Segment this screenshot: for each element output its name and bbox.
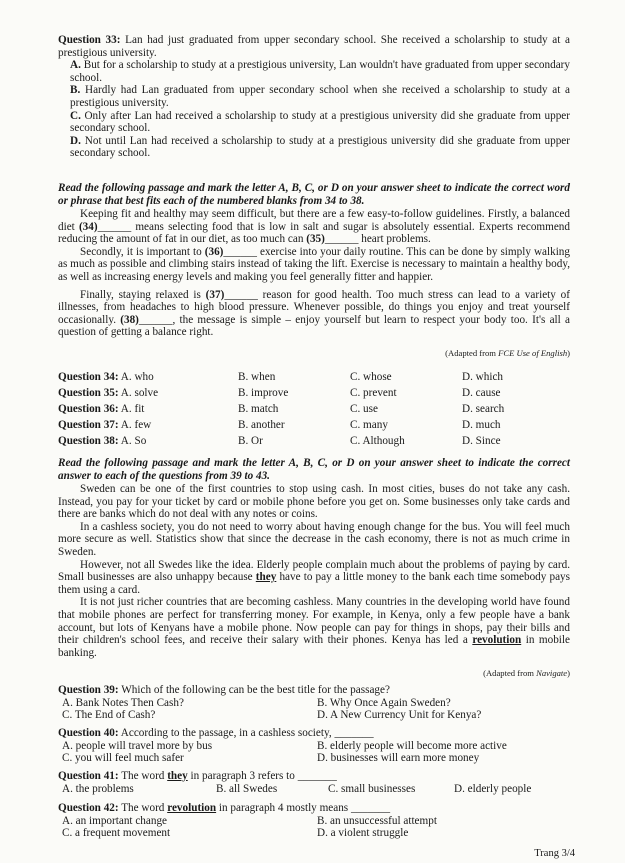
answer-row: Question 34: A. who B. when C. whose D. which [58,371,504,383]
passage-1-paragraph-1: Keeping fit and healthy may seem difficult, but there are a few easy-to-follow guidelines. Firstly, a balanced diet (34)______ means selecting food that is low in salt and sugar is absolutely essential. Experts recommend reducing the amount of fat in our diet, as too much can (35)______ heart problems. [58,208,570,246]
option-c: C. Only after Lan had received a scholarship to study at a prestigious university did she graduate from upper secondary school. [70,109,570,135]
option-a: A. But for a scholarship to study at a prestigious university, Lan wouldn't have graduated from upper secondary school. [70,59,571,84]
passage-2 [58,483,570,680]
option-c: C. The End of Cash? [62,709,156,722]
answer-row: Question 38: A. So B. Or C. Although D. Since [58,435,501,447]
option-b: B. all Swedes [216,782,278,795]
passage-1 [58,208,570,360]
option-c: C. a frequent movement [62,827,171,840]
option-d: D. Not until Lan had received a scholarship to study at a prestigious university did she graduate from upper secondary school. [70,134,570,160]
option-a: A. Bank Notes Then Cash? [62,696,184,709]
question-41: Question 41: The word they in paragraph 3 refers to _______ A. the problems B. all Swedes C. small businesses D. elderly people [58,770,532,795]
question-42: Question 42: The word revolution in paragraph 4 mostly means _______ A. an important change B. an unsuccessful attempt C. a frequent movement D. a violent struggle [58,802,437,840]
option-a: A. the problems [62,782,134,795]
passage-1-paragraph-2: Secondly, it is important to (36)______ exercise into your daily routine. This can be done by simply walking as much as possible and climbing stairs instead of taking the lift. Exercise is necessary to maintain a healthy body, as well as increasing energy levels and making you feel generally fitter and happier. [58,245,570,283]
passage-1-source: (Adapted from FCE Use of English) [445,347,570,358]
passage-2-paragraph-2: In a cashless society, you do not need to worry about having enough change for the bus. You will feel much more secure as well. Statistics show that since the decrease in the cash economy, there is not as much crime in Sweden. [58,520,570,558]
answer-row: Question 35: A. solve B. improve C. prevent D. cause [58,387,501,399]
option-b: B. Hardly had Lan graduated from upper secondary school when she received a scholarship to study at a prestigious university. [70,84,571,109]
question-label: Question 33: [58,34,121,46]
instruction-39-43: Read the following passage and mark the letter A, B, C, or D on your answer sheet to indicate the correct answer to each of the questions from 39 to 43. [58,457,570,482]
answer-row: Question 37: A. few B. another C. many D. much [58,419,501,431]
option-b: B. an unsuccessful attempt [317,814,437,827]
passage-2-paragraph-1: Sweden can be one of the first countries to stop using cash. In most cities, buses do not take any cash. Instead, you pay for your ticket by card or mobile phone before you get on. Some businesses only take cards and there are banks which do not deal with any notes or coins. [58,483,570,521]
option-d: D. elderly people [454,782,532,795]
question-33 [58,34,570,160]
question-39: Question 39: Which of the following can be the best title for the passage? A. Bank Notes Then Cash? B. Why Once Again Sweden? C. The End of Cash? D. A New Currency Unit for Kenya? [58,684,482,722]
option-b: B. elderly people will become more active [317,739,507,752]
option-a: A. an important change [62,814,168,827]
answers-34-38 [58,369,570,449]
question-stem: Lan had just graduated from upper secondary school. She received a scholarship to study at a prestigious university. [58,34,571,59]
option-c: C. you will feel much safer [62,752,184,765]
page-number: Trang 3/4 [534,848,575,860]
option-c: C. small businesses [328,782,416,795]
passage-2-source: (Adapted from Navigate) [483,668,570,679]
option-d: D. A New Currency Unit for Kenya? [317,709,482,722]
answer-row: Question 36: A. fit B. match C. use D. search [58,403,505,415]
option-b: B. Why Once Again Sweden? [317,696,451,709]
question-40: Question 40: According to the passage, in a cashless society, _______ A. people will travel more by bus B. elderly people will become more active C. you will feel much safer D. businesses will earn more money [58,727,507,765]
option-d: D. businesses will earn more money [317,752,480,765]
option-a: A. people will travel more by bus [62,739,213,752]
option-d: D. a violent struggle [317,827,409,840]
instruction-34-38: Read the following passage and mark the letter A, B, C, or D on your answer sheet to indicate the correct word or phrase that best fits each of the numbered blanks from 34 to 38. [58,182,570,207]
passage-2-paragraph-4: It is not just richer countries that are becoming cashless. Many countries in the developing world have found that mobile phones are perfect for transferring money. For example, in Kenya, only a few people have a bank account, but lots of Kenyans have a mobile phone. Now people can pay for things in shops, pay their bills and their children's school fees, and receive their salary with their phones. Kenya has led a revolution in mobile banking. [58,596,570,659]
passage-2-paragraph-3: However, not all Swedes like the idea. Elderly people complain much about the problems of paying by card. Small businesses are also unhappy because they have to pay a little money to the bank each time somebody pays them using a card. [58,558,571,596]
passage-1-paragraph-3: Finally, staying relaxed is (37)______ reason for good health. Too much stress can lead to a variety of illnesses, from headaches to high blood pressure. Whenever possible, do things you enjoy and treat yourself occasionally. (38)______, the message is simple – enjoy yourself but learn to respect your body too. It's all a question of getting a balance right. [58,288,570,339]
